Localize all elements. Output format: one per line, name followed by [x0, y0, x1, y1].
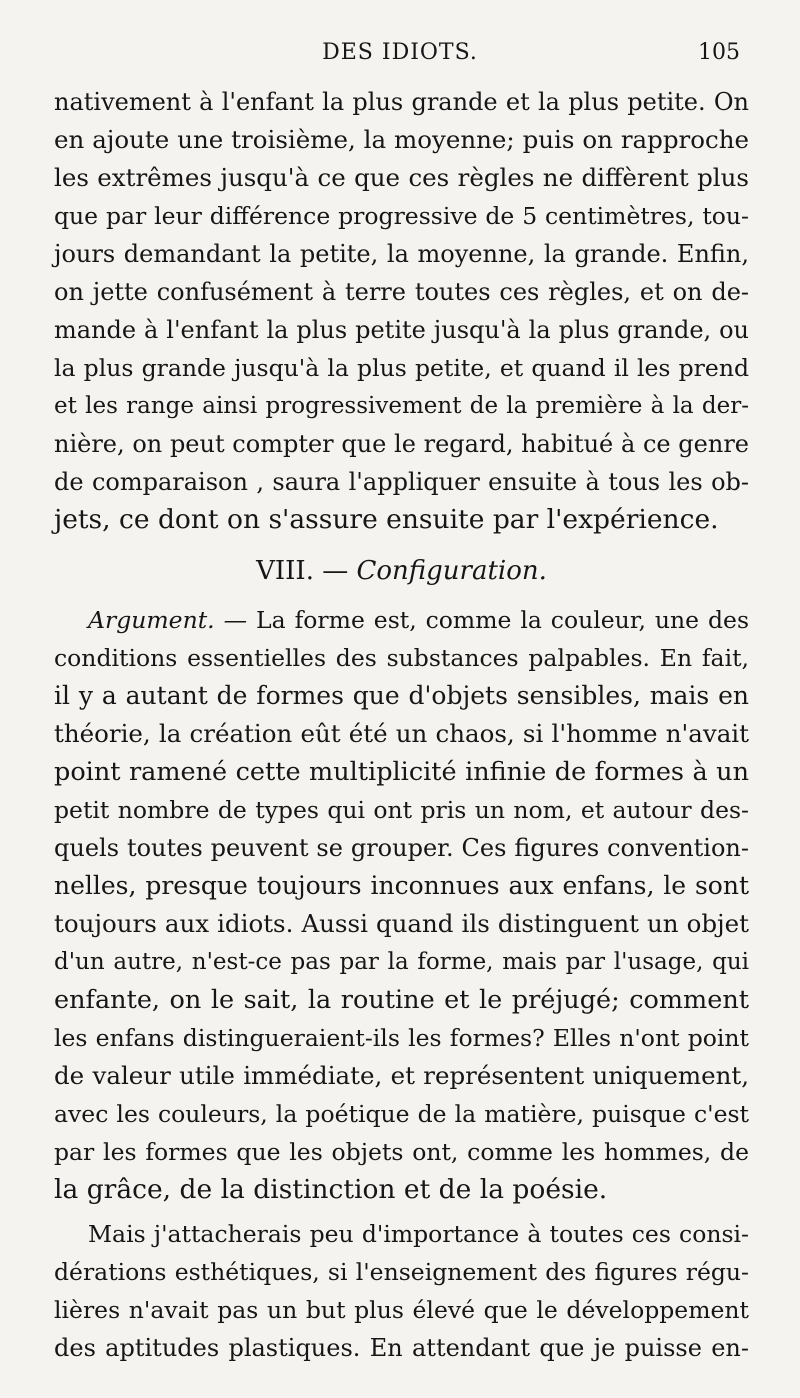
text-line: de valeur utile immédiate, et représentent uniquement, — [54, 1061, 749, 1090]
text-line: la plus grande jusqu'à la plus petite, et quand il les prend — [54, 354, 749, 382]
text-line: que par leur différence progressive de 5 centimètres, tou- — [54, 202, 749, 230]
page-body — [54, 83, 749, 1367]
text-line: quels toutes peuvent se grouper. Ces figures convention- — [54, 834, 749, 862]
text-line: nière, on peut compter que le regard, habitué à ce genre — [54, 430, 749, 458]
text-line: jours demandant la petite, la moyenne, la grande. Enfin, — [54, 240, 749, 268]
text-line: jets, ce dont on s'assure ensuite par l'expérience. — [54, 504, 719, 535]
text-line — [54, 601, 749, 639]
text-line: Mais j'attacherais peu d'importance à toutes ces consi- — [88, 1220, 749, 1248]
section-number: VIII. — — [256, 556, 349, 586]
text-line: toujours aux idiots. Aussi quand ils distinguent un objet — [54, 909, 749, 938]
text-line: il y a autant de formes que d'objets sensibles, mais en — [54, 681, 749, 710]
page-number: 105 — [698, 40, 740, 65]
text-line: enfante, on le sait, la routine et le préjugé; comment — [54, 985, 749, 1015]
text-line: nelles, presque toujours inconnues aux enfans, le sont — [54, 871, 749, 900]
text-line: avec les couleurs, la poétique de la matière, puisque c'est — [54, 1100, 749, 1128]
text-line: nativement à l'enfant la plus grande et la plus petite. On — [54, 88, 749, 116]
text-line: on jette confusément à terre toutes ces règles, et on de- — [54, 278, 749, 306]
section-title: Configuration. — [356, 556, 547, 586]
argument-label: Argument. — — [88, 606, 248, 634]
text-line: mande à l'enfant la plus petite jusqu'à la plus grande, ou — [54, 316, 749, 344]
text-line: en ajoute une troisième, la moyenne; puis on rapproche — [54, 125, 749, 154]
text-line: et les range ainsi progressivement de la première à la der- — [54, 393, 749, 419]
text-line: lières n'avait pas un but plus élevé que le développement — [54, 1296, 749, 1324]
paragraph-3 — [54, 1215, 749, 1367]
text-line: point ramené cette multiplicité infinie de formes à un — [54, 757, 749, 787]
text-line: théorie, la création eût été un chaos, si l'homme n'avait — [54, 719, 749, 748]
section-heading — [54, 547, 749, 595]
text-line: de comparaison , saura l'appliquer ensuite à tous les ob- — [54, 468, 749, 496]
text-line: par les formes que les objets ont, comme les hommes, de — [54, 1138, 749, 1166]
paragraph-1 — [54, 83, 749, 539]
running-head: DES IDIOTS. — [322, 40, 478, 65]
text-line: des aptitudes plastiques. En attendant que je puisse en- — [54, 1334, 749, 1362]
page-header — [0, 40, 800, 80]
text-line: la grâce, de la distinction et de la poésie. — [54, 1174, 608, 1205]
text-line: petit nombre de types qui ont pris un nom, et autour des- — [54, 796, 749, 824]
text-line: les extrêmes jusqu'à ce que ces règles ne diffèrent plus — [54, 163, 749, 192]
text-line: dérations esthétiques, si l'enseignement des figures régu- — [54, 1258, 749, 1286]
text-line: conditions essentielles des substances palpables. En fait, — [54, 644, 749, 672]
text-line: les enfans distingueraient-ils les formes? Elles n'ont point — [54, 1024, 749, 1052]
argument-text: La forme est, comme la couleur, une des — [256, 606, 750, 634]
paragraph-2 — [54, 601, 749, 1209]
text-line: d'un autre, n'est-ce pas par la forme, mais par l'usage, qui — [54, 949, 749, 975]
